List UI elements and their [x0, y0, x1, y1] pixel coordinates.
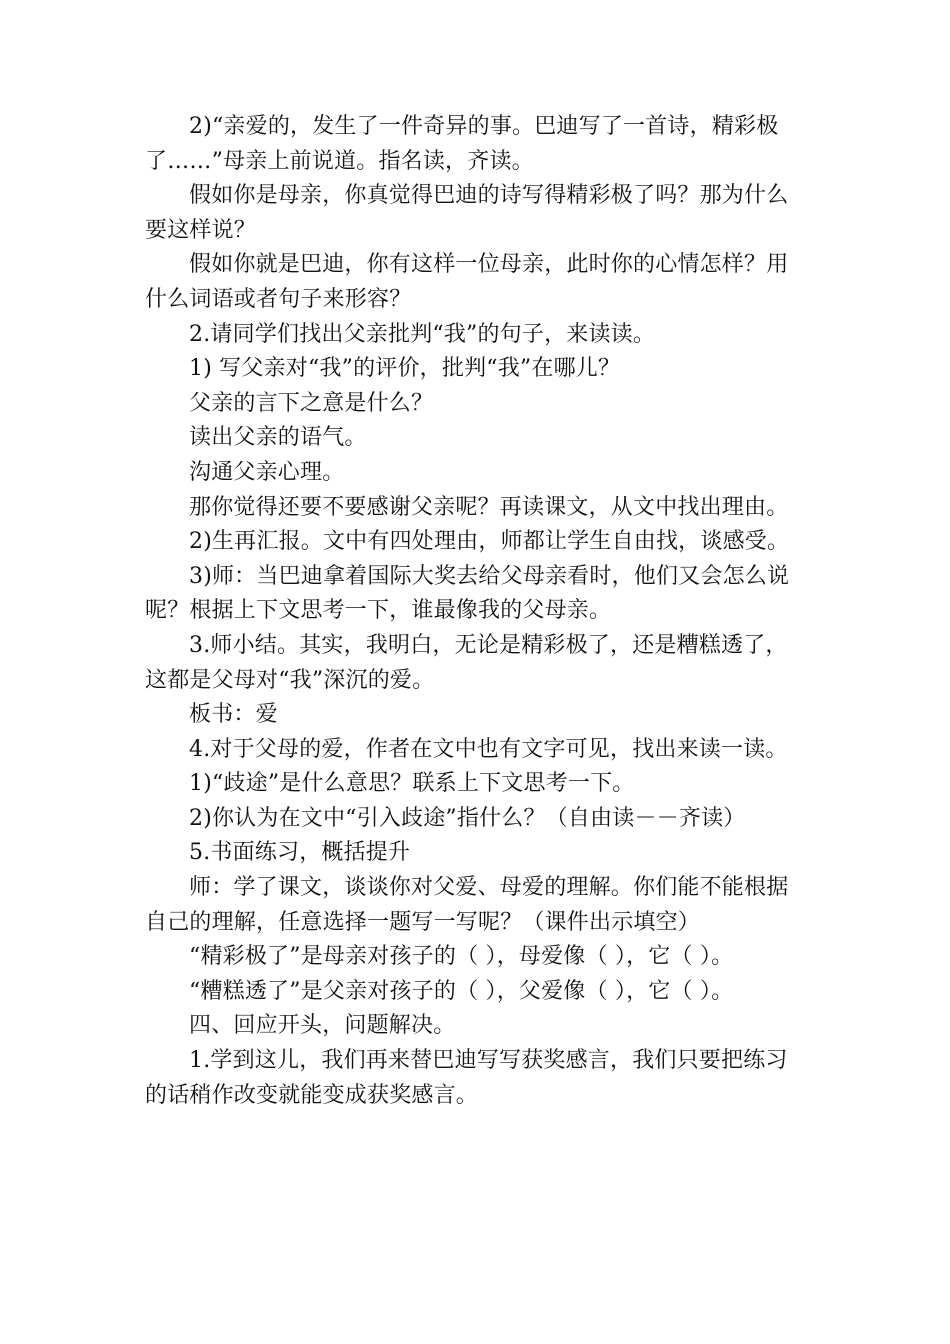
paragraph: 2)你认为在文中“引入歧途”指什么？（自由读－－齐读）: [189, 805, 746, 831]
paragraph: 师：学了课文，谈谈你对父爱、母爱的理解。你们能不能根据自己的理解，任意选择一题写一写呢？（课件出示填空）: [145, 875, 789, 935]
paragraph: 5.书面练习，概括提升: [189, 840, 411, 866]
paragraph: 4.对于父母的爱，作者在文中也有文字可见，找出来读一读。: [189, 736, 788, 762]
paragraph: 父亲的言下之意是什么？: [189, 390, 434, 416]
paragraph: 那你觉得还要不要感谢父亲呢？再读课文，从文中找出理由。: [189, 494, 789, 520]
paragraph: 1) 写父亲对“我”的评价，批判“我”在哪儿？: [189, 356, 621, 382]
paragraph: 读出父亲的语气。: [189, 425, 367, 451]
paragraph: 1)“歧途”是什么意思？联系上下文思考一下。: [189, 771, 635, 797]
paragraph: 四、回应开头，问题解决。: [189, 1013, 456, 1039]
paragraph: 3)师：当巴迪拿着国际大奖去给父母亲看时，他们又会怎么说呢？根据上下文思考一下，谁最像我的父母亲。: [145, 563, 790, 624]
paragraph: 2.请同学们找出父亲批判“我”的句子，来读读。: [189, 321, 656, 347]
paragraph: 1.学到这儿，我们再来替巴迪写写获奖感言，我们只要把练习的话稍作改变就能变成获奖感言。: [145, 1048, 788, 1108]
paragraph: 2)生再汇报。文中有四处理由，师都让学生自由找，谈感受。: [189, 529, 790, 555]
paragraph: 假如你就是巴迪，你有这样一位母亲，此时你的心情怎样？用什么词语或者句子来形容？: [145, 252, 789, 312]
paragraph: “糟糕透了”是父亲对孩子的（ ），父爱像（ ），它（ ）。: [189, 978, 734, 1004]
paragraph: 3.师小结。其实，我明白，无论是精彩极了，还是糟糕透了，这都是父母对“我”深沉的爱。: [145, 632, 788, 693]
paragraph: 假如你是母亲，你真觉得巴迪的诗写得精彩极了吗？那为什么要这样说？: [145, 183, 789, 243]
paragraph: 沟通父亲心理。: [189, 459, 345, 485]
paragraph: 板书：爱: [189, 702, 278, 728]
document-body: [145, 110, 805, 1113]
paragraph: “精彩极了”是母亲对孩子的（ ），母爱像（ ），它（ ）。: [189, 944, 734, 970]
paragraph: 2)“亲爱的，发生了一件奇异的事。巴迪写了一首诗，精彩极了……”母亲上前说道。指名读，齐读。: [145, 114, 779, 174]
